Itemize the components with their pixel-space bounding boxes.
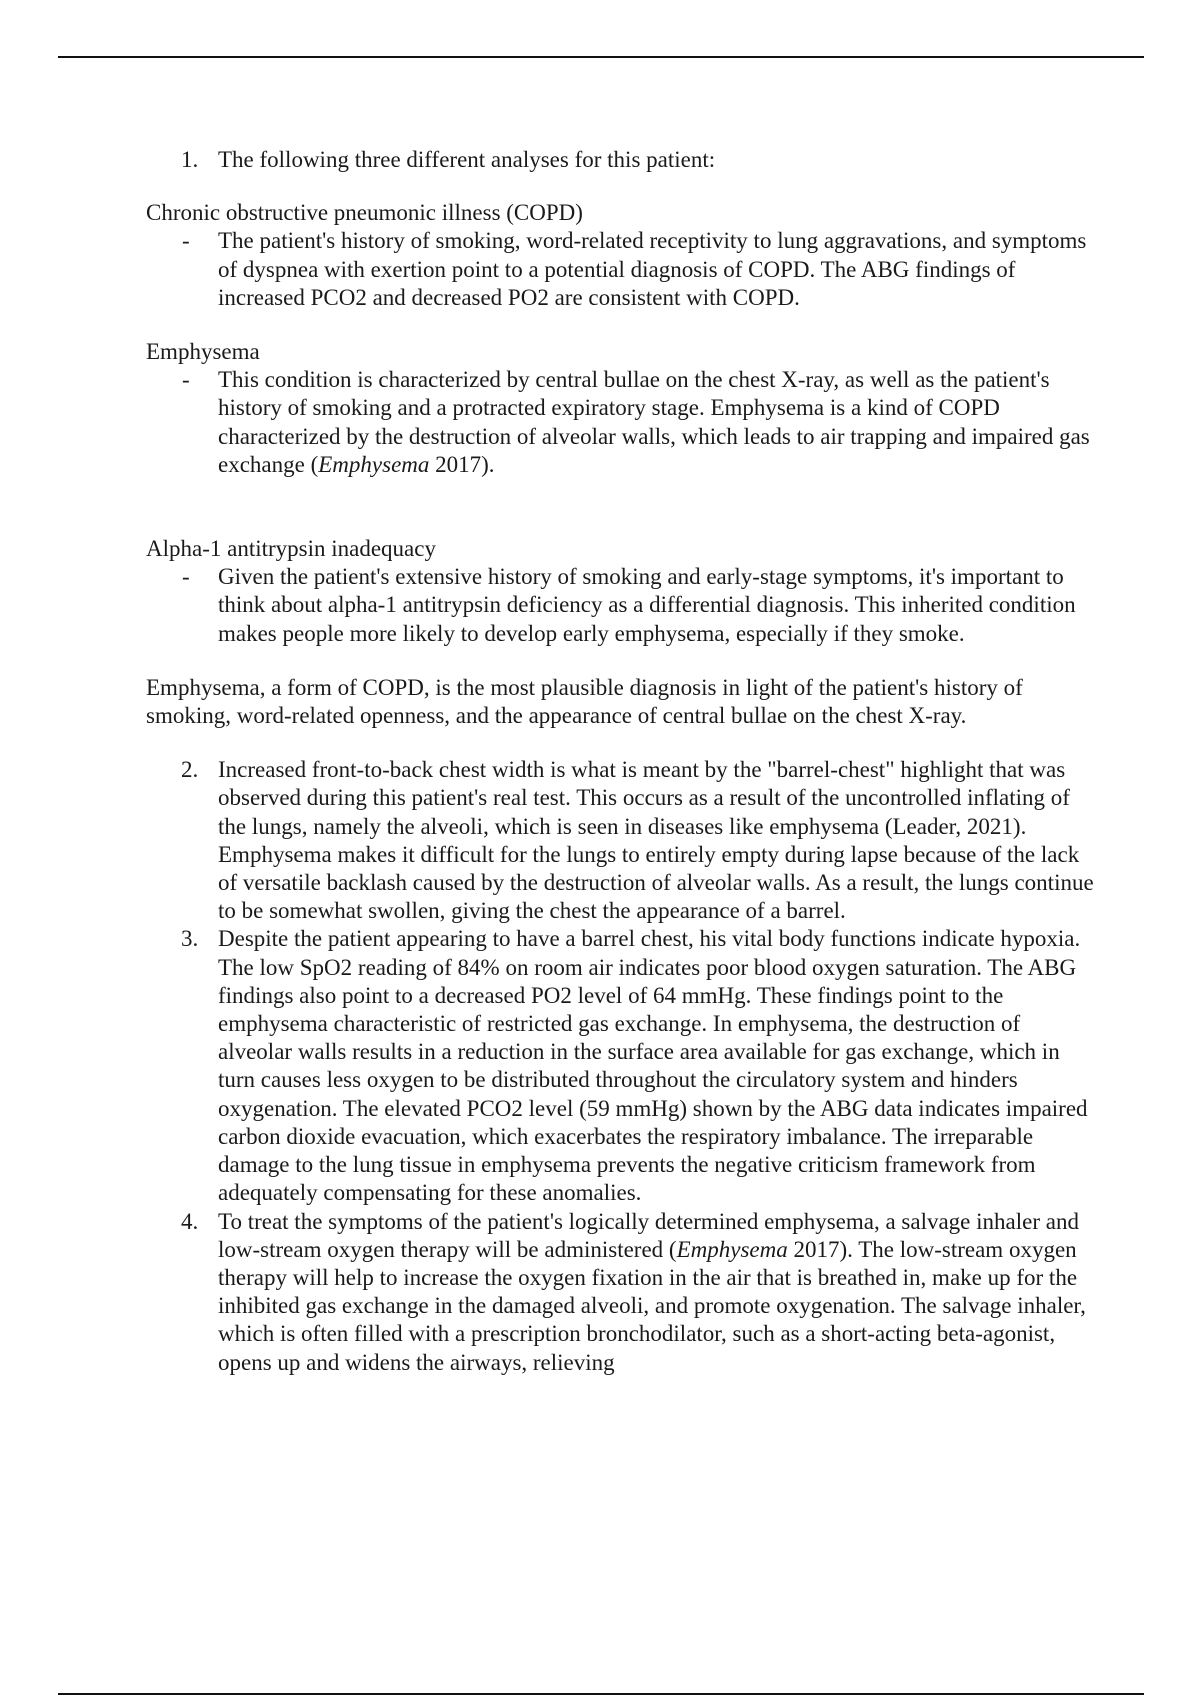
list-item-text: Despite the patient appearing to have a barrel chest, his vital body functions indicate hypoxia. The low SpO2 reading of 84% on room air indicates poor blood oxygen saturation. The ABG findings also point to a decreased PO2 level of 64 mmHg. These findings point to the emphysema characteristic of restricted gas exchange. In emphysema, the destruction of alveolar walls results in a reduction in the surface area available for gas exchange, which in turn causes less oxygen to be distributed throughout the circulatory system and hinders oxygenation. The elevated PCO2 level (59 mmHg) shown by the ABG data indicates impaired carbon dioxide evacuation, which exacerbates the respiratory imbalance. The irreparable damage to the lung tissue in emphysema prevents the negative criticism framework from adequately compensating for these anomalies. [218,926,1088,1206]
section-heading-emphysema: Emphysema [146,339,260,365]
bullet-text: This condition is characterized by central bullae on the chest X-ray, as well as the patient's history of smoking and a protracted expiratory stage. Emphysema is a kind of COPD characterized by the destruction of alveolar walls, which leads to air trapping and impaired gas exchange (Emphysema 2017). [218,367,1090,477]
bullet-copd [146,227,1096,312]
dash-bullet: - [182,564,190,590]
bullet-text: Given the patient's extensive history of smoking and early-stage symptoms, it's important to think about alpha-1 antitrypsin deficiency as a differential diagnosis. This inherited condition makes people more likely to develop early emphysema, especially if they smoke. [218,564,1076,646]
document-body [146,146,1096,1377]
section-heading-alpha1: Alpha-1 antitrypsin inadequacy [146,536,436,562]
bullet-text: The patient's history of smoking, word-related receptivity to lung aggravations, and symptoms of dyspnea with exertion point to a potential diagnosis of COPD. The ABG findings of increased PCO2 and decreased PO2 are consistent with COPD. [218,228,1087,310]
header-rule [58,56,1144,58]
dash-bullet: - [182,228,190,254]
list-number: 1. [181,147,199,172]
dash-bullet: - [182,367,190,393]
list-item-text: Increased front-to-back chest width is what is meant by the "barrel-chest" highlight that was observed during this patient's real test. This occurs as a result of the uncontrolled inflating of the lungs, namely the alveoli, which is seen in diseases like emphysema (Leader, 2021). Emphysema makes it difficult for the lungs to entirely empty during lapse because of the lack of versatile backlash caused by the destruction of alveolar walls. As a result, the lungs continue to be somewhat swollen, giving the chest the appearance of a barrel. [218,757,1094,924]
bullet-alpha1 [146,563,1096,648]
citation-title: Emphysema [676,1236,788,1262]
list-item-1 [146,146,1096,174]
list-item-4 [146,1208,1096,1377]
list-number: 2. [181,757,199,783]
citation-title: Emphysema [318,451,430,477]
list-item-text: The following three different analyses for this patient: [218,147,716,172]
bullet-emphysema [146,366,1096,479]
list-item-3 [146,925,1096,1207]
footer-rule [58,1693,1144,1695]
list-number: 4. [181,1208,199,1234]
list-item-text: To treat the symptoms of the patient's logically determined emphysema, a salvage inhaler and low-stream oxygen therapy will be administered (Emphysema 2017). The low-stream oxygen therapy will help to increase the oxygen fixation in the air that is breathed in, make up for the inhibited gas exchange in the damaged alveoli, and promote oxygenation. The salvage inhaler, which is often filled with a prescription bronchodilator, such as a short-acting beta-agonist, opens up and widens the airways, relieving [218,1208,1086,1375]
list-item-2 [146,756,1096,925]
conclusion-paragraph: Emphysema, a form of COPD, is the most plausible diagnosis in light of the patient's history of smoking, word-related openness, and the appearance of central bullae on the chest X-ray. [146,674,1023,729]
section-heading-copd: Chronic obstructive pneumonic illness (COPD) [146,200,583,226]
list-number: 3. [181,926,199,952]
